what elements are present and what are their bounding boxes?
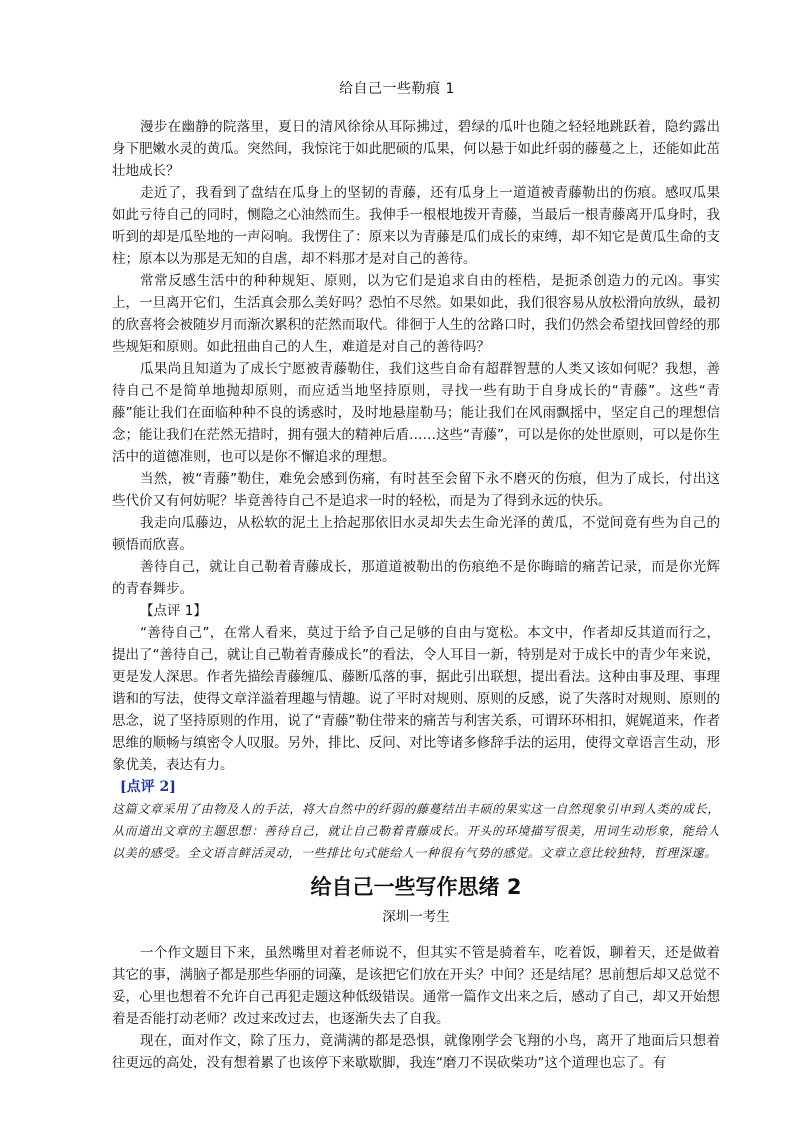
essay1-title: 给自己一些勒痕 1	[339, 81, 455, 97]
essay2-author: 深圳一考生	[382, 909, 450, 925]
essay2-paragraph: 一个作文题目下来，虽然嘴里对着老师说不，但其实不管是骑着车，吃着饭，聊着天，还是做着其它的事，满脑子都是那些华丽的词藻，是该把它们放在开头？中间？还是结尾？思前想后却又总觉不妥，心里也想着不允许自己再犯走题这种低级错误。通常一篇作文出来之后，感动了自己，却又开始想着是否能打动老师？改过来改过去，也逐渐失去了自我。	[112, 945, 720, 1027]
essay2-title: 给自己一些写作思绪 2	[310, 875, 522, 899]
essay1-paragraph: 常常反感生活中的种种规矩、原则，以为它们是追求自由的桎梏，是扼杀创造力的元凶。事实上，一旦离开它们，生活真会那么美好吗？恐怕不尽然。如果如此，我们很容易从放松滑向放纵，最初的欣喜将会被随岁月而渐次累积的茫然而取代。徘徊于人生的岔路口时，我们仍然会希望找回曾经的那些规矩和原则。如此扭曲自己的人生，难道是对自己的善待吗？	[112, 273, 720, 355]
document-body	[112, 116, 720, 1074]
essay1-paragraph: 走近了，我看到了盘结在瓜身上的坚韧的青藤，还有瓜身上一道道被青藤勒出的伤痕。感叹瓜果如此亏待自己的同时，恻隐之心油然而生。我伸手一根根地拨开青藤，当最后一根青藤离开瓜身时，我听到的却是瓜坠地的一声闷响。我愣住了：原来以为青藤是瓜们成长的束缚，却不知它是黄瓜生命的支柱；原本以为那是无知的自虐，却不料那才是对自己的善待。	[112, 185, 720, 267]
essay1-paragraph: 我走向瓜藤边，从松软的泥土上拾起那依旧水灵却失去生命光泽的黄瓜，不觉间竟有些为自己的顿悟而欣喜。	[112, 515, 720, 553]
essay2-paragraph: 现在，面对作文，除了压力，竟满满的都是恐惧，就像刚学会飞翔的小鸟，离开了地面后只想着往更远的高处，没有想着累了也该停下来歇歇脚，我连“磨刀不误砍柴功”这个道理也忘了。有	[112, 1033, 720, 1071]
comment2-label: [点评 2]	[120, 779, 176, 795]
comment1-label: 【点评 1】	[140, 603, 207, 619]
comment1-text: “善待自己”，在常人看来，莫过于给予自己足够的自由与宽松。本文中，作者却反其道而行之，提出了“善待自己，就让自己勒着青藤成长”的看法，令人耳目一新，特别是对于成长中的青少年来说，更是发人深思。作者先描绘青藤缠瓜、藤断瓜落的事，据此引出联想，提出看法。这种由事及理、事理谐和的写法，使得文章洋溢着理趣与情趣。说了平时对规则、原则的反感，说了失落时对规则、原则的思念，说了坚持原则的作用，说了“青藤”勒住带来的痛苦与利害关系，可谓环环相扣，娓娓道来，作者思维的顺畅与缜密令人叹服。另外，排比、反问、对比等诸多修辞手法的运用，使得文章语言生动，形象优美，表达有力。	[112, 625, 720, 773]
essay1-paragraph: 漫步在幽静的院落里，夏日的清风徐徐从耳际拂过，碧绿的瓜叶也随之轻轻地跳跃着，隐约露出身下肥嫩水灵的黄瓜。突然间，我惊诧于如此肥硕的瓜果，何以悬于如此纤弱的藤蔓之上，还能如此茁壮地成长？	[112, 119, 720, 179]
comment2-text: 这篇文章采用了由物及人的手法，将大自然中的纤弱的藤蔓结出丰硕的果实这一自然现象引申到人类的成长，从而道出文章的主题思想：善待自己，就让自己勒着青藤成长。开头的环境描写很美，用词生动形象，能给人以美的感受。全文语言鲜活灵动，一些排比句式能给人一种很有气势的感觉。文章立意比较独特，哲理深邃。	[112, 802, 720, 860]
essay1-paragraph: 当然，被“青藤”勒住，难免会感到伤痛，有时甚至会留下永不磨灭的伤痕，但为了成长，付出这些代价又有何妨呢？毕竟善待自己不是追求一时的轻松，而是为了得到永远的快乐。	[112, 471, 720, 509]
essay1-paragraph: 善待自己，就让自己勒着青藤成长，那道道被勒出的伤痕绝不是你晦暗的痛苦记录，而是你光辉的青春舞步。	[112, 559, 720, 597]
essay1-paragraph: 瓜果尚且知道为了成长宁愿被青藤勒住，我们这些自命有超群智慧的人类又该如何呢？我想，善待自己不是简单地抛却原则，而应适当地坚持原则，寻找一些有助于自身成长的“青藤”。这些“青藤”能让我们在面临种种不良的诱惑时，及时地悬崖勒马；能让我们在风雨飘摇中，坚定自己的理想信念；能让我们在茫然无措时，拥有强大的精神后盾……这些“青藤”，可以是你的处世原则，可以是你生活中的道德准则，也可以是你不懈追求的理想。	[112, 361, 720, 465]
